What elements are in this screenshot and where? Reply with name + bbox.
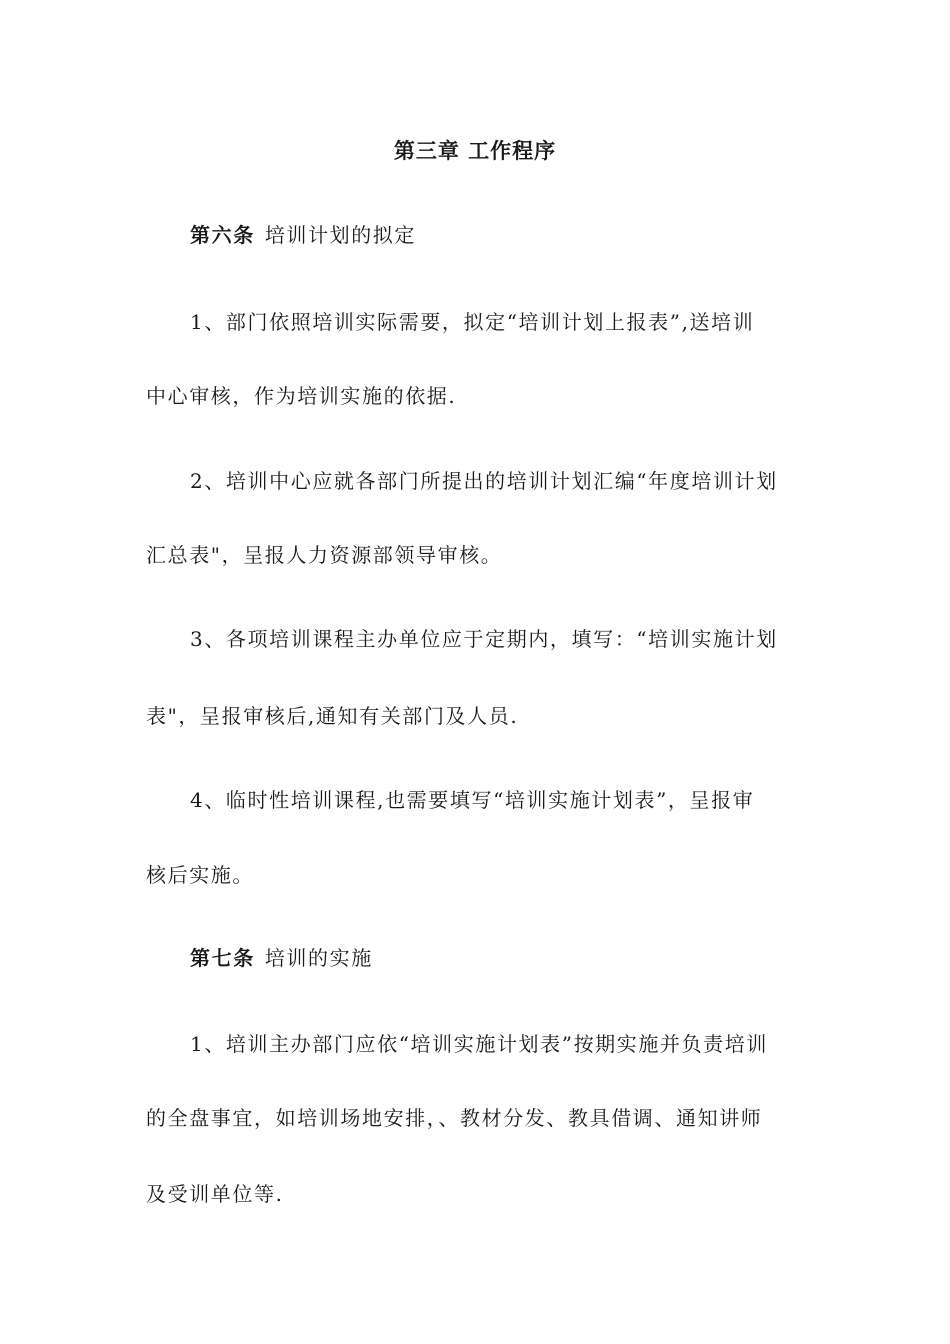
article-6-item-4-line-2: 核后实施。 (146, 863, 254, 887)
article-6-item-3-line-1: 3、各项培训课程主办单位应于定期内，填写：“培训实施计划 (190, 627, 778, 651)
article-7-item-1-line-2: 的全盘事宜，如培训场地安排，、教材分发、教具借调、通知讲师 (146, 1106, 763, 1130)
article-7-item-1-line-1: 1、培训主办部门应依“培训实施计划表”按期实施并负责培训 (190, 1032, 768, 1056)
article-7-item-1-line-3: 及受训单位等. (146, 1182, 284, 1206)
article-6-item-4-line-1: 4、临时性培训课程,也需要填写“培训实施计划表”，呈报审 (190, 788, 755, 812)
article-7-title: 培训的实施 (264, 946, 373, 970)
article-6-heading (190, 220, 416, 250)
article-7-number: 第七条 (190, 946, 255, 970)
article-6-item-2-line-1: 2、培训中心应就各部门所提出的培训计划汇编“年度培训计划 (190, 469, 778, 493)
article-7-heading (190, 943, 373, 973)
article-6-item-1-line-1: 1、部门依照培训实际需要，拟定“培训计划上报表”,送培训 (190, 310, 755, 334)
article-6-item-1-line-2: 中心审核，作为培训实施的依据. (146, 384, 457, 408)
article-6-item-2-line-2: 汇总表"，呈报人力资源部领导审核。 (146, 543, 503, 567)
article-6-number: 第六条 (190, 223, 255, 247)
article-6-title: 培训计划的拟定 (264, 223, 417, 247)
article-6-item-3-line-2: 表"，呈报审核后,通知有关部门及人员. (146, 704, 519, 728)
chapter-title: 第三章 工作程序 (393, 138, 557, 163)
